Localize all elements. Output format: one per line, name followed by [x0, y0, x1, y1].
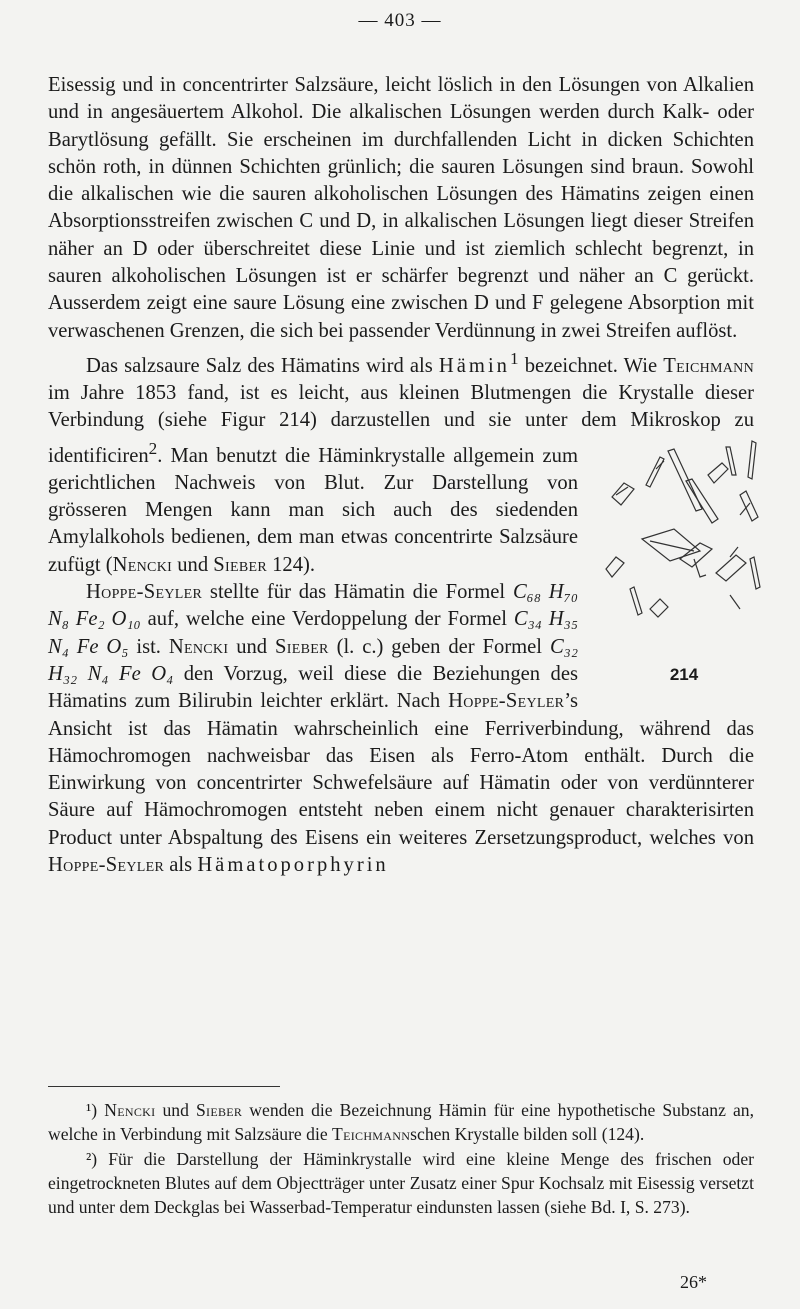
paragraph-1: Eisessig und in concentrirter Salzsäure, leicht löslich in den Lösungen von Alkalien und in angesäuertem Alkohol. Die alkalischen Lösungen werden durch Kalk- oder Barytlösung gefällt. Sie erscheinen im durchfallenden Licht in dicken Schichten schön roth, in dünnen Schichten grünlich; die sauren Lösungen sind braun. Sowohl die alkalischen wie die sauren alkoholischen Lösungen des Hämatins zeigen einen Absorptionsstreifen zwischen C und D, in alkalischen Lösungen liegt dieser Streifen näher an D oder überschreitet diese Linie und ist ziemlich schlecht begrenzt, in sauren alkoholischen Lösungen ist er schärfer begrenzt und näher an C gerückt. Ausserdem zeigt eine saure Lösung eine zwischen D und F gelegene Absorption mit verwaschenen Grenzen, die sich bei passender Verdünnung in zwei Streifen auflöst. — [48, 74, 754, 342]
author-sieber: Sieber — [213, 553, 267, 576]
footnote-2 — [48, 1147, 754, 1220]
text-run: ist. — [128, 635, 169, 658]
footnote-1 — [48, 1098, 754, 1147]
author-sieber: Sieber — [275, 635, 329, 658]
page-number: — 403 — — [358, 10, 442, 31]
footnote-ref-1: 1 — [509, 348, 519, 368]
footnotes — [48, 1098, 754, 1219]
author-nencki: Nencki — [112, 553, 173, 576]
text-run: als — [164, 854, 198, 877]
footnote-rule — [48, 1086, 280, 1087]
formula-2: C₃₄ H₃₅ N₄ Fe O₅ — [48, 608, 578, 658]
author-teichmann: Teichmann — [663, 354, 754, 377]
body-text — [48, 72, 754, 879]
signature-mark: 26* — [680, 1272, 707, 1292]
text-run: stellte für das Hämatin die Formel — [202, 581, 513, 604]
text-run: (l. c.) geben der Formel — [328, 635, 550, 658]
term-hamatoporphyrin: Hämatoporphyrin — [197, 854, 389, 877]
figure-number: 214 — [669, 664, 699, 684]
figure-214 — [590, 439, 762, 689]
formula-1: C₆₈ H₇₀ N₈ Fe₂ O₁₀ — [48, 581, 578, 631]
author-nencki: Nencki — [104, 1100, 156, 1120]
text-run: Für die Darstellung der Häminkrystalle wird eine kleine Menge des frischen oder eingetrockneten Blutes auf dem Objectträger unter Zusatz einer Spur Kochsalz mit Eisessig versetzt und unter dem Deckglas bei Wasserbad-Temperatur eindunsten lassen (siehe Bd. I, S. 273). — [48, 1148, 754, 1218]
text-run: im Jahre 1853 fand, ist es leicht, aus kleinen Blutmengen die Krystalle dieser Verbindung (siehe Figur 214) darzustellen und sie unter dem Mikroskop zu identificiren — [48, 382, 754, 467]
author-teichmann: Teichmann — [332, 1124, 411, 1145]
author-hoppe-seyler: Hoppe-Seyler — [448, 690, 565, 713]
text-run: und — [228, 635, 275, 658]
formula-3: C₃₂ H₃₂ N₄ Fe O₄ — [48, 635, 578, 685]
text-run: auf, welche eine Verdoppelung der Formel — [140, 608, 514, 631]
text-run: und — [172, 553, 214, 576]
text-run: bezeichnet. Wie — [518, 354, 664, 377]
hemin-crystals-drawing — [590, 439, 762, 659]
text-run: Das salzsaure Salz des Hämatins wird als — [86, 354, 439, 377]
footnote-mark: ²) — [86, 1148, 98, 1169]
text-run: ’s Ansicht ist das Hämatin wahrscheinlich eine Ferriverbindung, während das Hämochromogen nachweisbar das Eisen als Ferro-Atom enthält. Durch die Einwirkung von concentrirter Schwefelsäure auf Hämatin oder von verdünnterer Säure auf Hämochromogen entsteht neben einem nicht genauer charakterisirten Product unter Abspaltung des Eisens ein weiteres Zersetzungsproduct, welches von — [48, 690, 754, 849]
footnote-mark: ¹) — [86, 1100, 98, 1120]
text-run: wenden die Bezeichnung Hämin für eine hypothetische Substanz an, welche in Verbindung mit Salzsäure die — [48, 1100, 754, 1145]
text-run: schen Krystalle bilden soll (124). — [410, 1124, 645, 1145]
text-run: den Vorzug, weil diese die Beziehungen des Hämatins zum Bilirubin leichter erklärt. Nach — [48, 662, 578, 713]
text-run: . Man benutzt die Häminkrystalle allgemein zum gerichtlichen Nachweis von Blut. Zur Darstellung von grösseren Mengen kann man sich auch des siedenden Amylalkohols bedienen, dem man etwas concentrirte Salzsäure zufügt ( — [48, 444, 578, 576]
footnote-ref-2: 2 — [148, 438, 158, 458]
author-hoppe-seyler: Hoppe-Seyler — [48, 854, 165, 877]
author-nencki: Nencki — [168, 635, 229, 658]
term-hamin: Hämin — [438, 354, 510, 377]
text-run: 124). — [266, 553, 316, 576]
author-hoppe-seyler: Hoppe-Seyler — [86, 581, 203, 604]
text-run: und — [155, 1100, 196, 1120]
author-sieber: Sieber — [195, 1100, 243, 1120]
